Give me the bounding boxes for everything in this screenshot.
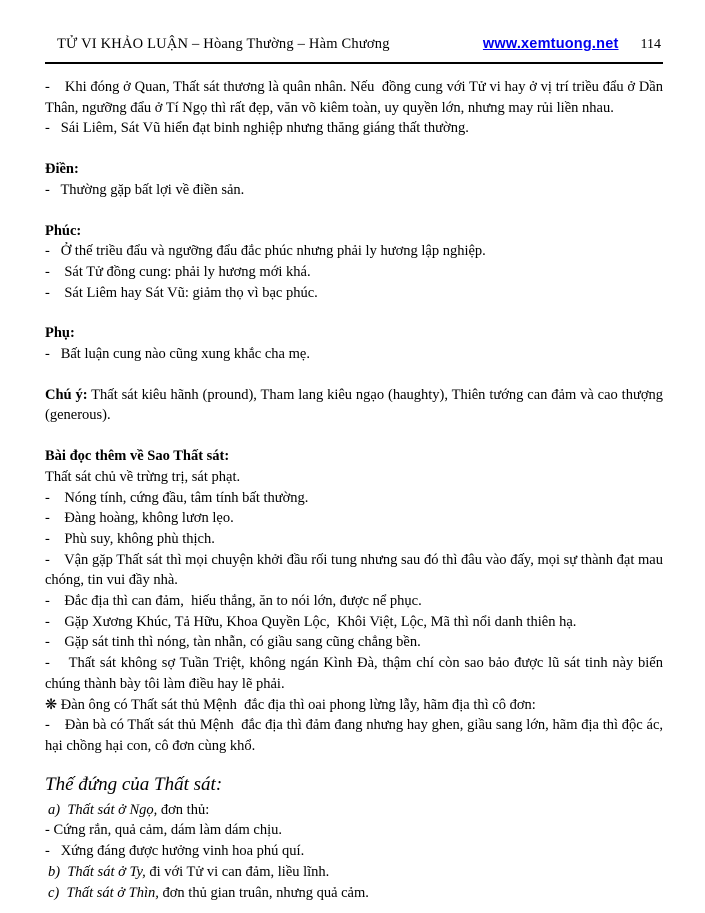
lettered-item-a-rest: đơn thủ: [157, 801, 210, 818]
page-number: 114 [640, 37, 661, 52]
bullet-item: - Gặp Xương Khúc, Tả Hữu, Khoa Quyền Lộc, Khôi Việt, Lộc, Mã thì nổi danh thiên hạ. [45, 613, 577, 630]
bullet-item: - Ở thế triều đẩu và ngưỡng đẩu đắc phúc nhưng phải ly hương lập nghiệp. [45, 243, 486, 260]
star-note: ❋ Đàn ông có Thất sát thủ Mệnh đắc địa thì oai phong lừng lẫy, hãm địa thì cô đơn: [45, 696, 536, 713]
bullet-item: - Thường gặp bất lợi về điền sản. [45, 181, 245, 198]
lettered-item-c-star: c) Thất sát ở Thìn, [48, 884, 159, 901]
page-header [45, 34, 663, 55]
bullet-item: - Vận gặp Thất sát thì mọi chuyện khởi đầu rối tung nhưng sau đó thì đâu vào đấy, mọi sự thành đạt mau chóng, tin vui đầy nhà. [45, 551, 663, 589]
bullet-item: - Nóng tính, cứng đầu, tâm tính bất thường. [45, 489, 309, 506]
section-intro: Thất sát chủ về trừng trị, sát phạt. [45, 468, 241, 485]
bullet-item: - Bất luận cung nào cũng xung khắc cha mẹ. [45, 346, 310, 363]
note-text: Thất sát kiêu hãnh (pround), Tham lang kiêu ngạo (haughty), Thiên tướng can đảm và cao thượng (generous). [45, 386, 663, 424]
bullet-item: - Sát Tử đồng cung: phải ly hương mới khá. [45, 263, 311, 280]
note-paragraph [45, 385, 663, 426]
bullet-item: - Đắc địa thì can đảm, hiếu thắng, ăn to nói lớn, được nể phục. [45, 593, 422, 610]
bullet-item: - Sái Liêm, Sát Vũ hiển đạt binh nghiệp nhưng thăng giáng thất thường. [45, 120, 469, 137]
lettered-item-c-rest: đơn thủ gian truân, nhưng quả cảm. [158, 884, 369, 901]
lettered-item-b-star: b) Thất sát ở Ty, [48, 863, 146, 880]
bullet-item: - Đàng hoàng, không lươn lẹo. [45, 510, 234, 527]
bullet-item: - Phù suy, không phù thịch. [45, 530, 215, 547]
document-body [45, 77, 663, 903]
section-heading-the-dung: Thế đứng của Thất sát: [45, 773, 223, 795]
bullet-item: - Xứng đáng được hưởng vinh hoa phú quí. [45, 843, 305, 860]
lettered-item-b-rest: đi với Tử vi can đảm, liều lĩnh. [145, 863, 330, 880]
section-heading-dien: Điền: [45, 161, 79, 178]
bullet-item: - Cứng rắn, quả cảm, dám làm dám chịu. [45, 822, 282, 839]
header-divider [45, 62, 663, 64]
section-heading-phu: Phụ: [45, 325, 75, 342]
note-label: Chú ý: [45, 386, 88, 403]
lettered-item-c [45, 883, 663, 904]
bullet-item: - Thất sát không sợ Tuần Triệt, không ngán Kình Đà, thậm chí còn sao bảo được lũ sát tinh này biến chúng thành bày tôi làm điều hay lẽ phải. [45, 655, 663, 692]
bullet-item: - Sát Liêm hay Sát Vũ: giảm thọ vì bạc phúc. [45, 284, 318, 301]
lettered-item-a-star: a) Thất sát ở Ngọ, [48, 801, 158, 818]
lettered-item-a [45, 800, 663, 821]
lettered-item-b [45, 862, 663, 883]
section-heading-phuc: Phúc: [45, 222, 82, 239]
bullet-item: - Gặp sát tinh thì nóng, tàn nhẫn, có giầu sang cũng chẳng bền. [45, 634, 421, 651]
document-title: TỬ VI KHẢO LUẬN – Hòang Thường – Hàm Chương [57, 36, 390, 52]
section-heading-bai-doc: Bài đọc thêm về Sao Thất sát: [45, 448, 230, 465]
bullet-item: - Đàn bà có Thất sát thủ Mệnh đắc địa thì đảm đang nhưng hay ghen, giầu sang lớn, hãm địa thì độc ác, hại chồng hại con, cô đơn cùng khổ. [45, 717, 663, 754]
bullet-item: - Khi đóng ở Quan, Thất sát thương là quân nhân. Nếu đồng cung với Tử vi hay ở vị trí triều đẩu ở Dần Thân, ngưỡng đẩu ở Tí Ngọ thì rất đẹp, văn võ kiêm toàn, uy quyền lớn, nhưng may rủi liền nhau. [45, 79, 663, 116]
website-link[interactable]: www.xemtuong.net [482, 36, 619, 52]
